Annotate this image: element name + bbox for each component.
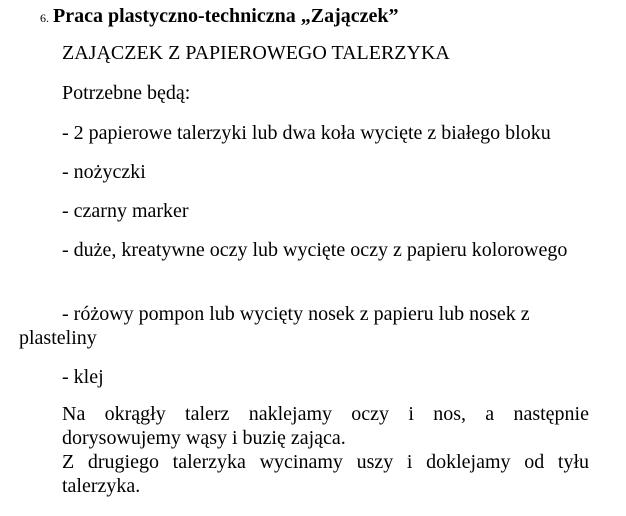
material-item-glue: - klej <box>62 366 104 388</box>
instruction-step-face: Na okrągły talerz naklejamy oczy i nos, a następnie dorysowujemy wąsy i buzię zająca. <box>62 403 589 449</box>
section-number: 6. <box>40 11 49 25</box>
material-item-plates: - 2 papierowe talerzyki lub dwa koła wycięte z białego bloku <box>62 122 551 144</box>
material-item-eyes: - duże, kreatywne oczy lub wycięte oczy z papieru kolorowego <box>62 239 568 261</box>
instruction-step-ears: Z drugiego talerzyka wycinamy uszy i doklejamy od tyłu talerzyka. <box>62 451 589 497</box>
instructions-block <box>62 402 589 498</box>
section-heading <box>40 4 398 30</box>
material-item-nose: - różowy pompon lub wycięty nosek z papieru lub nosek z plasteliny <box>19 303 530 349</box>
section-title: Praca plastyczno-techniczna „Zajączek” <box>53 5 399 27</box>
material-item-scissors: - nożyczki <box>62 161 146 183</box>
materials-label: Potrzebne będą: <box>62 82 191 104</box>
craft-title: ZAJĄCZEK Z PAPIEROWEGO TALERZYKA <box>62 42 450 64</box>
material-item-marker: - czarny marker <box>62 200 189 222</box>
